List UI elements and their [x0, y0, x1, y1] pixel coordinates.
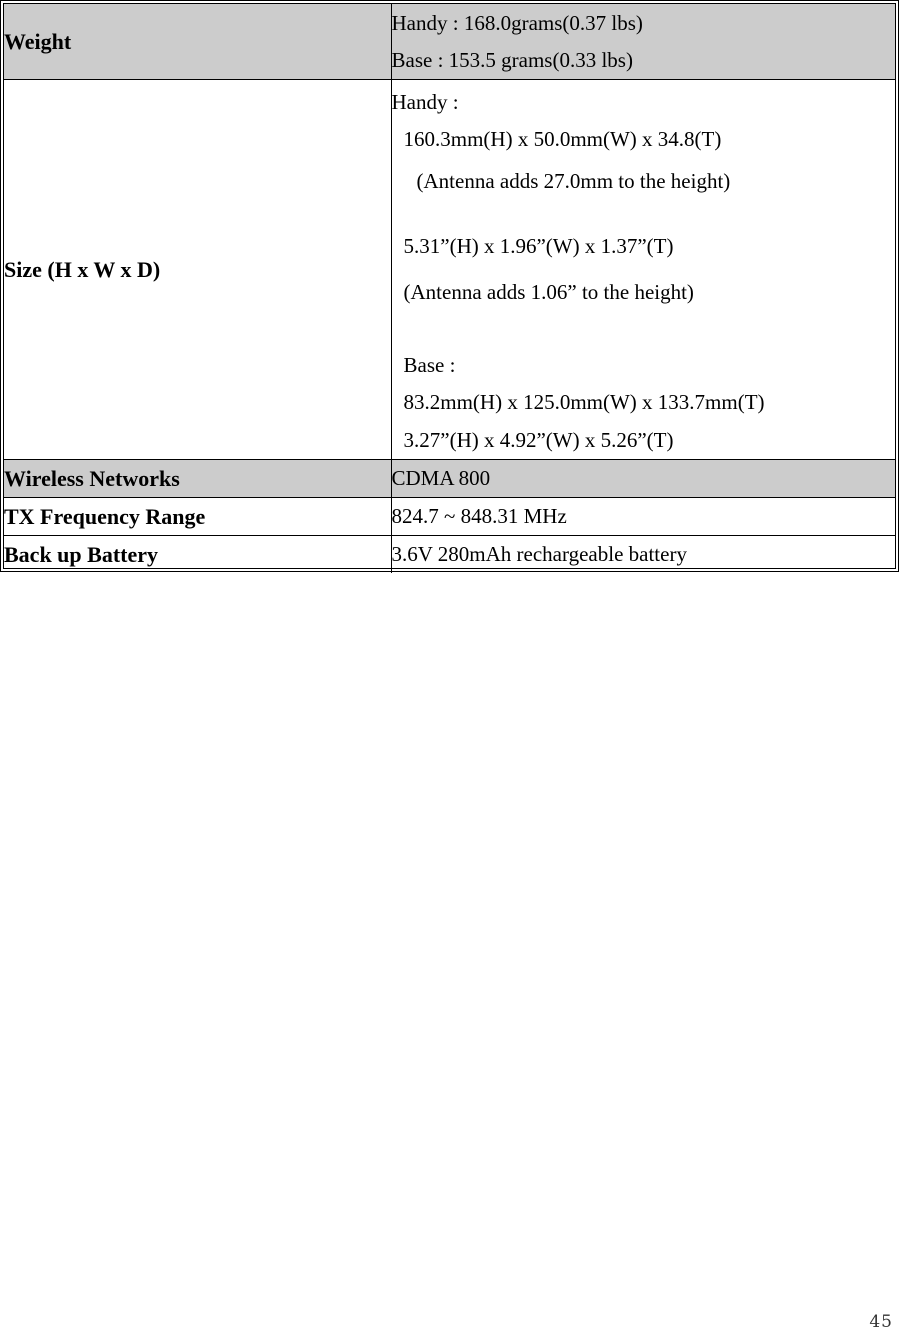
table-row-tx-range: [4, 498, 895, 536]
battery-label: Back up Battery: [4, 536, 391, 574]
tx-range-label: TX Frequency Range: [4, 498, 391, 536]
spacer: [392, 311, 896, 347]
size-base-in: 3.27”(H) x 4.92”(W) x 5.26”(T): [403, 428, 674, 452]
wireless-label: Wireless Networks: [4, 460, 391, 498]
size-base-heading: Base :: [403, 353, 456, 377]
spacer: [392, 200, 896, 228]
battery-value: 3.6V 280mAh rechargeable battery: [391, 536, 895, 574]
table-row-wireless: [4, 460, 895, 498]
weight-handy: Handy : 168.0grams(0.37 lbs): [391, 10, 643, 35]
page-number: 45: [869, 1312, 893, 1332]
wireless-value: CDMA 800: [391, 460, 895, 498]
tx-range-value: 824.7 ~ 848.31 MHz: [391, 498, 895, 536]
size-handy-in-note: (Antenna adds 1.06” to the height): [403, 280, 694, 304]
table-row-battery: [4, 536, 895, 574]
size-value: [391, 80, 895, 460]
size-base-mm: 83.2mm(H) x 125.0mm(W) x 133.7mm(T): [403, 390, 765, 414]
specifications-table: [4, 4, 895, 573]
size-handy-mm-note: (Antenna adds 27.0mm to the height): [416, 169, 731, 193]
table-row-weight: [4, 4, 895, 80]
weight-base: Base : 153.5 grams(0.33 lbs): [391, 47, 633, 72]
size-handy-in: 5.31”(H) x 1.96”(W) x 1.37”(T): [403, 234, 674, 258]
size-label: Size (H x W x D): [4, 80, 391, 460]
table-row-size: [4, 80, 895, 460]
size-handy-heading: Handy :: [391, 90, 459, 114]
weight-label: Weight: [4, 4, 391, 80]
weight-value: [391, 4, 895, 80]
size-handy-mm: 160.3mm(H) x 50.0mm(W) x 34.8(T): [403, 127, 722, 151]
